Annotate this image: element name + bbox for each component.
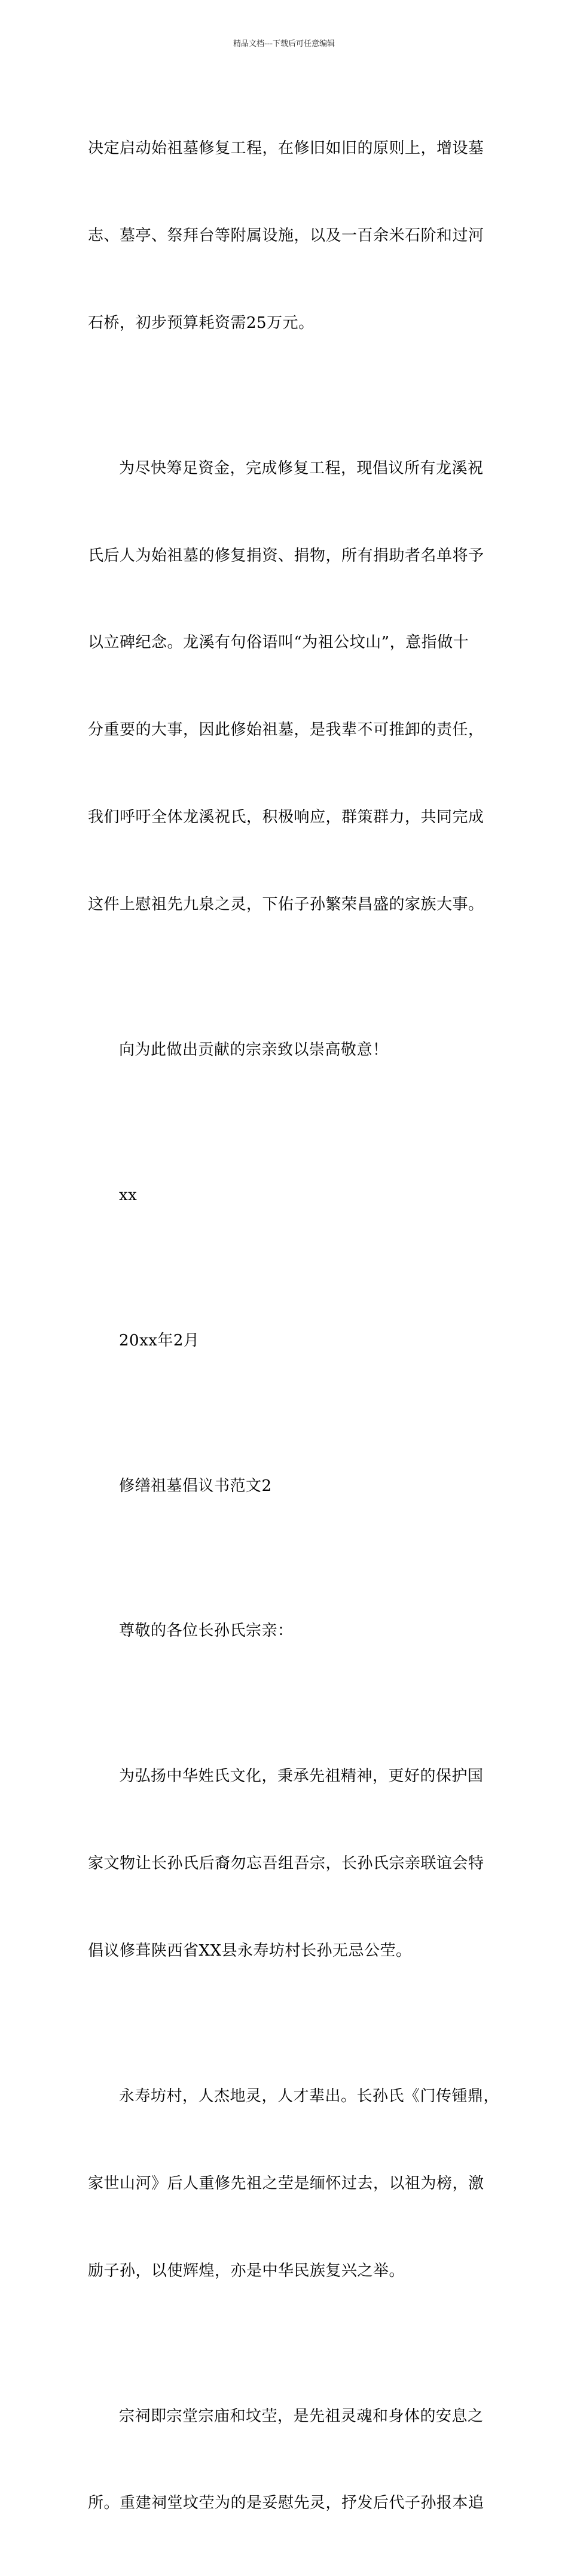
paragraph-project-plan: [88, 76, 500, 396]
salutation: [88, 1558, 500, 1704]
document-body: [88, 76, 500, 2576]
paragraph-ancestral-hall: [88, 2343, 500, 2576]
text-line: 倡议修葺陕西省XX县永寿坊村长孙无忌公茔。: [88, 1942, 412, 1960]
signature-date: [88, 1268, 500, 1413]
text-line: 家世山河》后人重修先祖之茔是缅怀过去，以祖为榜，激: [88, 2174, 484, 2193]
text-line: 分重要的大事，因此修始祖墓，是我辈不可推卸的责任，: [88, 721, 484, 739]
text-line: 为弘扬中华姓氏文化，秉承先祖精神，更好的保护国: [119, 1767, 484, 1786]
text-line: 以立碑纪念。龙溪有句俗语叫“为祖公坟山”，意指做十: [88, 634, 469, 652]
text-line: 为尽快筹足资金，完成修复工程，现倡议所有龙溪祝: [119, 459, 484, 477]
page-header: 精品文档---下载后可任意编辑: [233, 39, 335, 48]
text-line: 决定启动始祖墓修复工程，在修旧如旧的原则上，增设墓: [88, 139, 484, 158]
text-line: 向为此做出贡献的宗亲致以崇高敬意！: [119, 1040, 389, 1059]
text-line: 家文物让长孙氏后裔勿忘吾组吾宗，长孙氏宗亲联谊会特: [88, 1855, 484, 1873]
text-line: 石桥，初步预算耗资需25万元。: [88, 313, 314, 332]
text-line: 氏后人为始祖墓的修复捐资、捐物，所有捐助者名单将予: [88, 546, 484, 565]
paragraph-gratitude: [88, 977, 500, 1122]
paragraph-village: [88, 2024, 500, 2344]
paragraph-initiative: [88, 1704, 500, 2024]
text-line: 志、墓亭、祭拜台等附属设施，以及一百余米石阶和过河: [88, 226, 484, 245]
text-line: 励子孙，以使辉煌，亦是中华民族复兴之举。: [88, 2261, 405, 2280]
text-line: 宗祠即宗堂宗庙和坟茔，是先祖灵魂和身体的安息之: [119, 2407, 484, 2425]
paragraph-donation-appeal: [88, 396, 500, 978]
text-line: 这件上慰祖先九泉之灵，下佑子孙繁荣昌盛的家族大事。: [88, 895, 484, 914]
text-line: 我们呼吁全体龙溪祝氏，积极响应，群策群力，共同完成: [88, 808, 484, 826]
text-line: xx: [119, 1186, 138, 1204]
text-line: 20xx年2月: [119, 1331, 200, 1350]
text-line: 尊敬的各位长孙氏宗亲：: [119, 1622, 294, 1640]
signature-name: [88, 1122, 500, 1268]
section-title: [88, 1413, 500, 1558]
text-line: 所。重建祠堂坟茔为的是妥慰先灵，抒发后代子孙报本追: [88, 2494, 484, 2513]
text-line: 修缮祖墓倡议书范文2: [119, 1476, 272, 1495]
text-line: 永寿坊村，人杰地灵，人才辈出。长孙氏《门传锺鼎，: [119, 2087, 500, 2105]
